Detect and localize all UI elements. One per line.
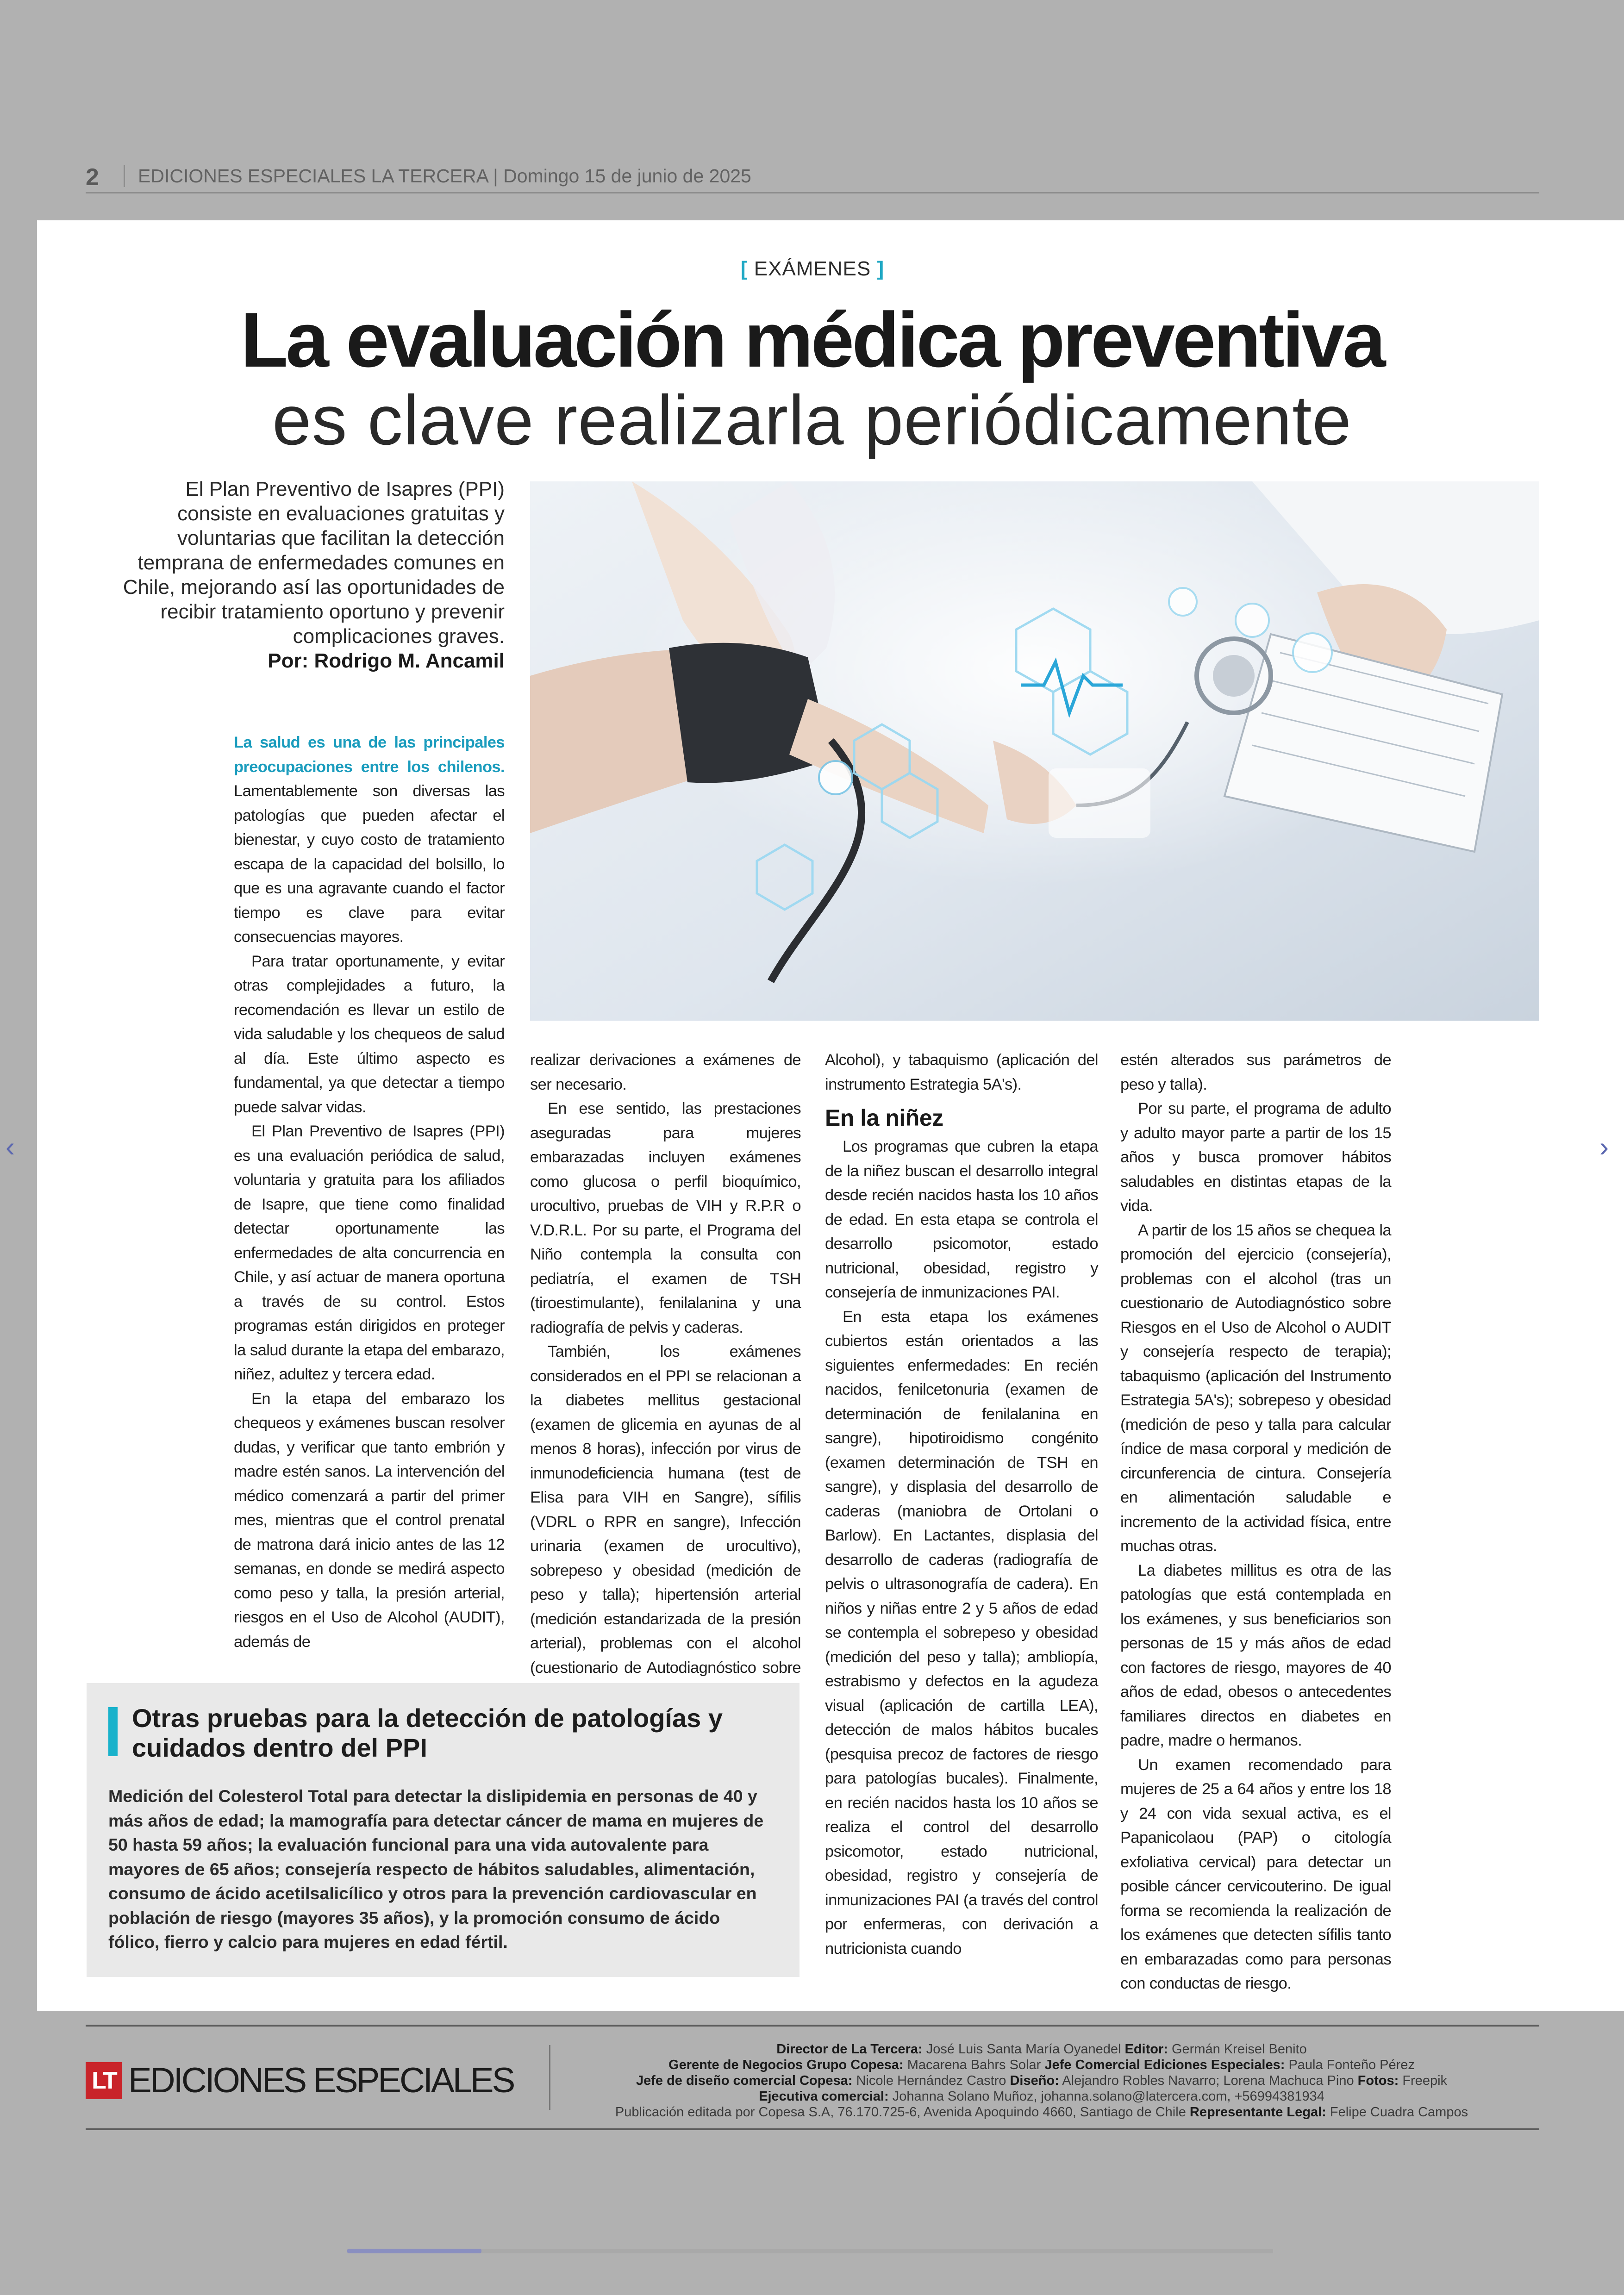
box-title: Otras pruebas para la detección de patologías y cuidados dentro del PPI (132, 1703, 723, 1762)
page-number: 2 (86, 164, 99, 191)
reader-progress-fill (347, 2249, 481, 2253)
staff-credits (556, 2041, 1528, 2120)
credits-line: Gerente de Negocios Grupo Copesa: Macarena Bahrs Solar Jefe Comercial Ediciones Especiales: Paula Fonteño Pérez (668, 2058, 1415, 2072)
photo-illustration (530, 481, 1539, 1021)
lead-sentence: La salud es una de las principales preocupaciones entre los chilenos. (234, 734, 505, 776)
reader-progress-track[interactable] (347, 2249, 1273, 2253)
body-paragraph: estén alterados sus parámetros de peso y talla). (1120, 1051, 1391, 1093)
logo-mark: LT (86, 2062, 122, 2099)
article-dek (106, 477, 505, 673)
sidebar-box (87, 1683, 800, 1977)
body-paragraph: También, los exámenes considerados en el PPI se relacionan a la diabetes mellitus gestacional (examen de glicemia en ayunas de al menos 8 horas), infección por virus de inmunodeficiencia humana (test de Elisa para VIH en Sangre), sífilis (VDRL o RPR en sangre), Infección urinaria (examen de urocultivo), sobrepeso y obesidad (medición de peso y talla); hipertensión arterial (medición estandarizada de la presión arterial), problemas con el alcohol (cuestionario de Autodiagnóstico sobre (530, 1343, 801, 1677)
logo-text: EDICIONES ESPECIALES (128, 2061, 514, 2100)
footer-rule (86, 2025, 1539, 2027)
footer-divider (549, 2045, 550, 2110)
body-paragraph: En la etapa del embarazo los chequeos y exámenes buscan resolver dudas, y verificar que tanto embrión y madre estén sanos. La intervención del médico comenzará a partir del primer mes, mientras que el control prenatal de matrona dará inicio antes de las 12 semanas, en donde se medirá aspecto como peso y talla, la presión arterial, riesgos en el Uso de Alcohol (AUDIT), además de (234, 1390, 505, 1651)
body-paragraph: Un examen recomendado para mujeres de 25 a 64 años y entre los 18 y 24 con vida sexual activa, es el Papanicolaou (PAP) o citología exfoliativa cervical) para detectar un posible cáncer cervicouterino. De igual forma se recomienda la realización de los exámenes que detecten sífilis tanto en embarazadas como para personas con conductas de riesgo. (1120, 1756, 1391, 1992)
body-paragraph: A partir de los 15 años se chequea la promoción del ejercicio (consejería), problemas con el alcohol (tras un cuestionario de Autodiagnóstico sobre Riesgos en el Uso de Alcohol o AUDIT y consejería respecto de terapia); tabaquismo (aplicación del Instrumento Estrategia 5A's); sobrepeso y obesidad (medición de peso y talla para calcular índice de masa corporal y medición de circunferencia de cintura. Consejería en alimentación saludable e incremento de la actividad física, entre muchas otras. (1120, 1221, 1391, 1555)
article-column-3 (825, 1048, 1098, 1961)
subhead-ninez: En la niñez (825, 1105, 943, 1131)
body-paragraph: La diabetes millitus es otra de las patologías que está contemplada en los exámenes, y sus beneficiarios son personas de 15 y más años de edad con factores de riesgo, mayores de 40 años de edad, obesos o antecedentes familiares directos en diabetes en padre, madre o hermanos. (1120, 1561, 1391, 1749)
body-paragraph: En esta etapa los exámenes cubiertos están orientados a las siguientes enfermedades: En recién nacidos, fenilcetonuria (examen de determinación de fenilalanina en sangre), hipotiroidismo congénito (examen determinación de TSH en sangre), y displasia del desarrollo de caderas (maniobra de Ortolani o Barlow). En Lactantes, displasia del desarrollo de caderas (radiografía de pelvis o ultrasonografía de cadera). En niños y niñas entre 2 y 5 años de edad se contempla el sobrepeso y obesidad (medición del peso y talla); ambliopía, estrabismo y defectos en la agudeza visual (aplicación de cartilla LEA), detección de malos hábitos bucales (pesquisa precoz de factores de riesgo para patologías bucales). Finalmente, en recién nacidos hasta los 10 años se realiza el control del desarrollo psicomotor, estado nutricional, obesidad, registro y consejería de inmunizaciones PAI (a través del control por enfermeras, con derivación a nutricionista cuando (825, 1308, 1098, 1958)
section-kicker (736, 257, 889, 281)
headline-bold: La evaluación médica preventiva (240, 296, 1384, 383)
body-paragraph: En ese sentido, las prestaciones aseguradas para mujeres embarazadas incluyen exámenes como glucosa o perfil bioquímico, urocultivo, pruebas de VIH y R.P.R o V.D.R.L. Por su parte, el Programa del Niño contempla la consulta con pediatría, el examen de TSH (tiroestimulante), fenilalanina y una radiografía de pelvis y caderas. (530, 1100, 801, 1336)
body-paragraph: Para tratar oportunamente, y evitar otras complejidades a futuro, la recomendación es llevar un estilo de vida saludable y los chequeos de salud al día. Este último aspecto es fundamental, ya que detectar a tiempo puede salvar vidas. (234, 952, 505, 1116)
next-page-button[interactable] (1599, 1133, 1609, 1161)
box-body: Medición del Colesterol Total para detectar la dislipidemia en personas de 40 y más años de edad; la mamografía para detectar cáncer de mama en mujeres de 50 hasta 59 años; la evaluación funcional para una vida autovalente para mayores de 65 años; consejería respecto de hábitos saludables, alimentación, consumo de ácido acetilsalicílico y otros para la prevención cardiovascular en población de riesgo (mayores 35 años), y la promoción consumo de ácido fólico, fierro y calcio para mujeres en edad fértil. (108, 1786, 764, 1952)
body-paragraph: realizar derivaciones a exámenes de ser necesario. (530, 1051, 801, 1093)
dek-text: El Plan Preventivo de Isapres (PPI) consiste en evaluaciones gratuitas y voluntarias que facilitan la detección temprana de enfermedades comunes en Chile, mejorando así las oportunidades de recibir tratamiento oportuno y prevenir complicaciones graves. (123, 478, 505, 648)
article-column-4 (1120, 1048, 1391, 1996)
article-photo (530, 481, 1539, 1021)
body-paragraph: Los programas que cubren la etapa de la niñez buscan el desarrollo integral desde recién nacidos hasta los 10 años de edad. En esta etapa se controla el desarrollo psicomotor, estado nutricional, obesidad, registro y consejería de inmunizaciones PAI. (825, 1138, 1098, 1301)
lead-text: Lamentablemente son diversas las patologías que pueden afectar el bienestar, y cuyo costo de tratamiento escapa de la capacidad del bolsillo, lo que es una agravante cuando el factor tiempo es clave para evitar consecuencias mayores. (234, 782, 505, 946)
kicker-bracket-close: ] (877, 257, 885, 280)
chevron-right-icon: › (1599, 1131, 1609, 1162)
credits-line: Ejecutiva comercial: Johanna Solano Muñoz, johanna.solano@latercera.com, +56994381934 (759, 2089, 1324, 2104)
body-paragraph: Por su parte, el programa de adulto y adulto mayor parte a partir de los 15 años y busca promover hábitos saludables en distintas etapas de la vida. (1120, 1100, 1391, 1215)
article-column-1 (234, 730, 505, 1654)
body-paragraph: Alcohol), y tabaquismo (aplicación del instrumento Estrategia 5A's). (825, 1051, 1098, 1093)
body-paragraph: El Plan Preventivo de Isapres (PPI) es una evaluación periódica de salud, voluntaria y gratuita para los afiliados de Isapre, que tiene como finalidad detectar oportunamente las enfermedades de alta concurrencia en Chile, y así actuar de manera oportuna a través de su control. Estos programas están dirigidos en proteger la salud durante la etapa del embarazo, niñez, adultez y tercera edad. (234, 1123, 505, 1383)
credits-line: Publicación editada por Copesa S.A, 76.170.725-6, Avenida Apoquindo 4660, Santiago de Chile Representante Legal: Felipe Cuadra Campos (615, 2105, 1468, 2120)
chevron-left-icon: ‹ (6, 1131, 15, 1162)
kicker-label: EXÁMENES (754, 257, 871, 280)
box-accent-bar (108, 1707, 118, 1756)
credits-line: Jefe de diseño comercial Copesa: Nicole Hernández Castro Diseño: Alejandro Robles Navarro; Lorena Machuca Pino Fotos: Freepik (636, 2073, 1448, 2088)
byline: Por: Rodrigo M. Ancamil (268, 649, 505, 672)
folio-line (86, 160, 1539, 193)
article-column-2 (530, 1048, 801, 1704)
kicker-bracket-open: [ (740, 257, 748, 280)
publication-line: EDICIONES ESPECIALES LA TERCERA | Domingo 15 de junio de 2025 (124, 165, 751, 187)
lead-paragraph (234, 730, 505, 949)
footer-rule (86, 2128, 1539, 2130)
credits-line: Director de La Tercera: José Luis Santa María Oyanedel Editor: Germán Kreisel Benito (776, 2042, 1307, 2057)
previous-page-button[interactable] (6, 1133, 15, 1161)
headline-light: es clave realizarla periódicamente (272, 381, 1352, 460)
